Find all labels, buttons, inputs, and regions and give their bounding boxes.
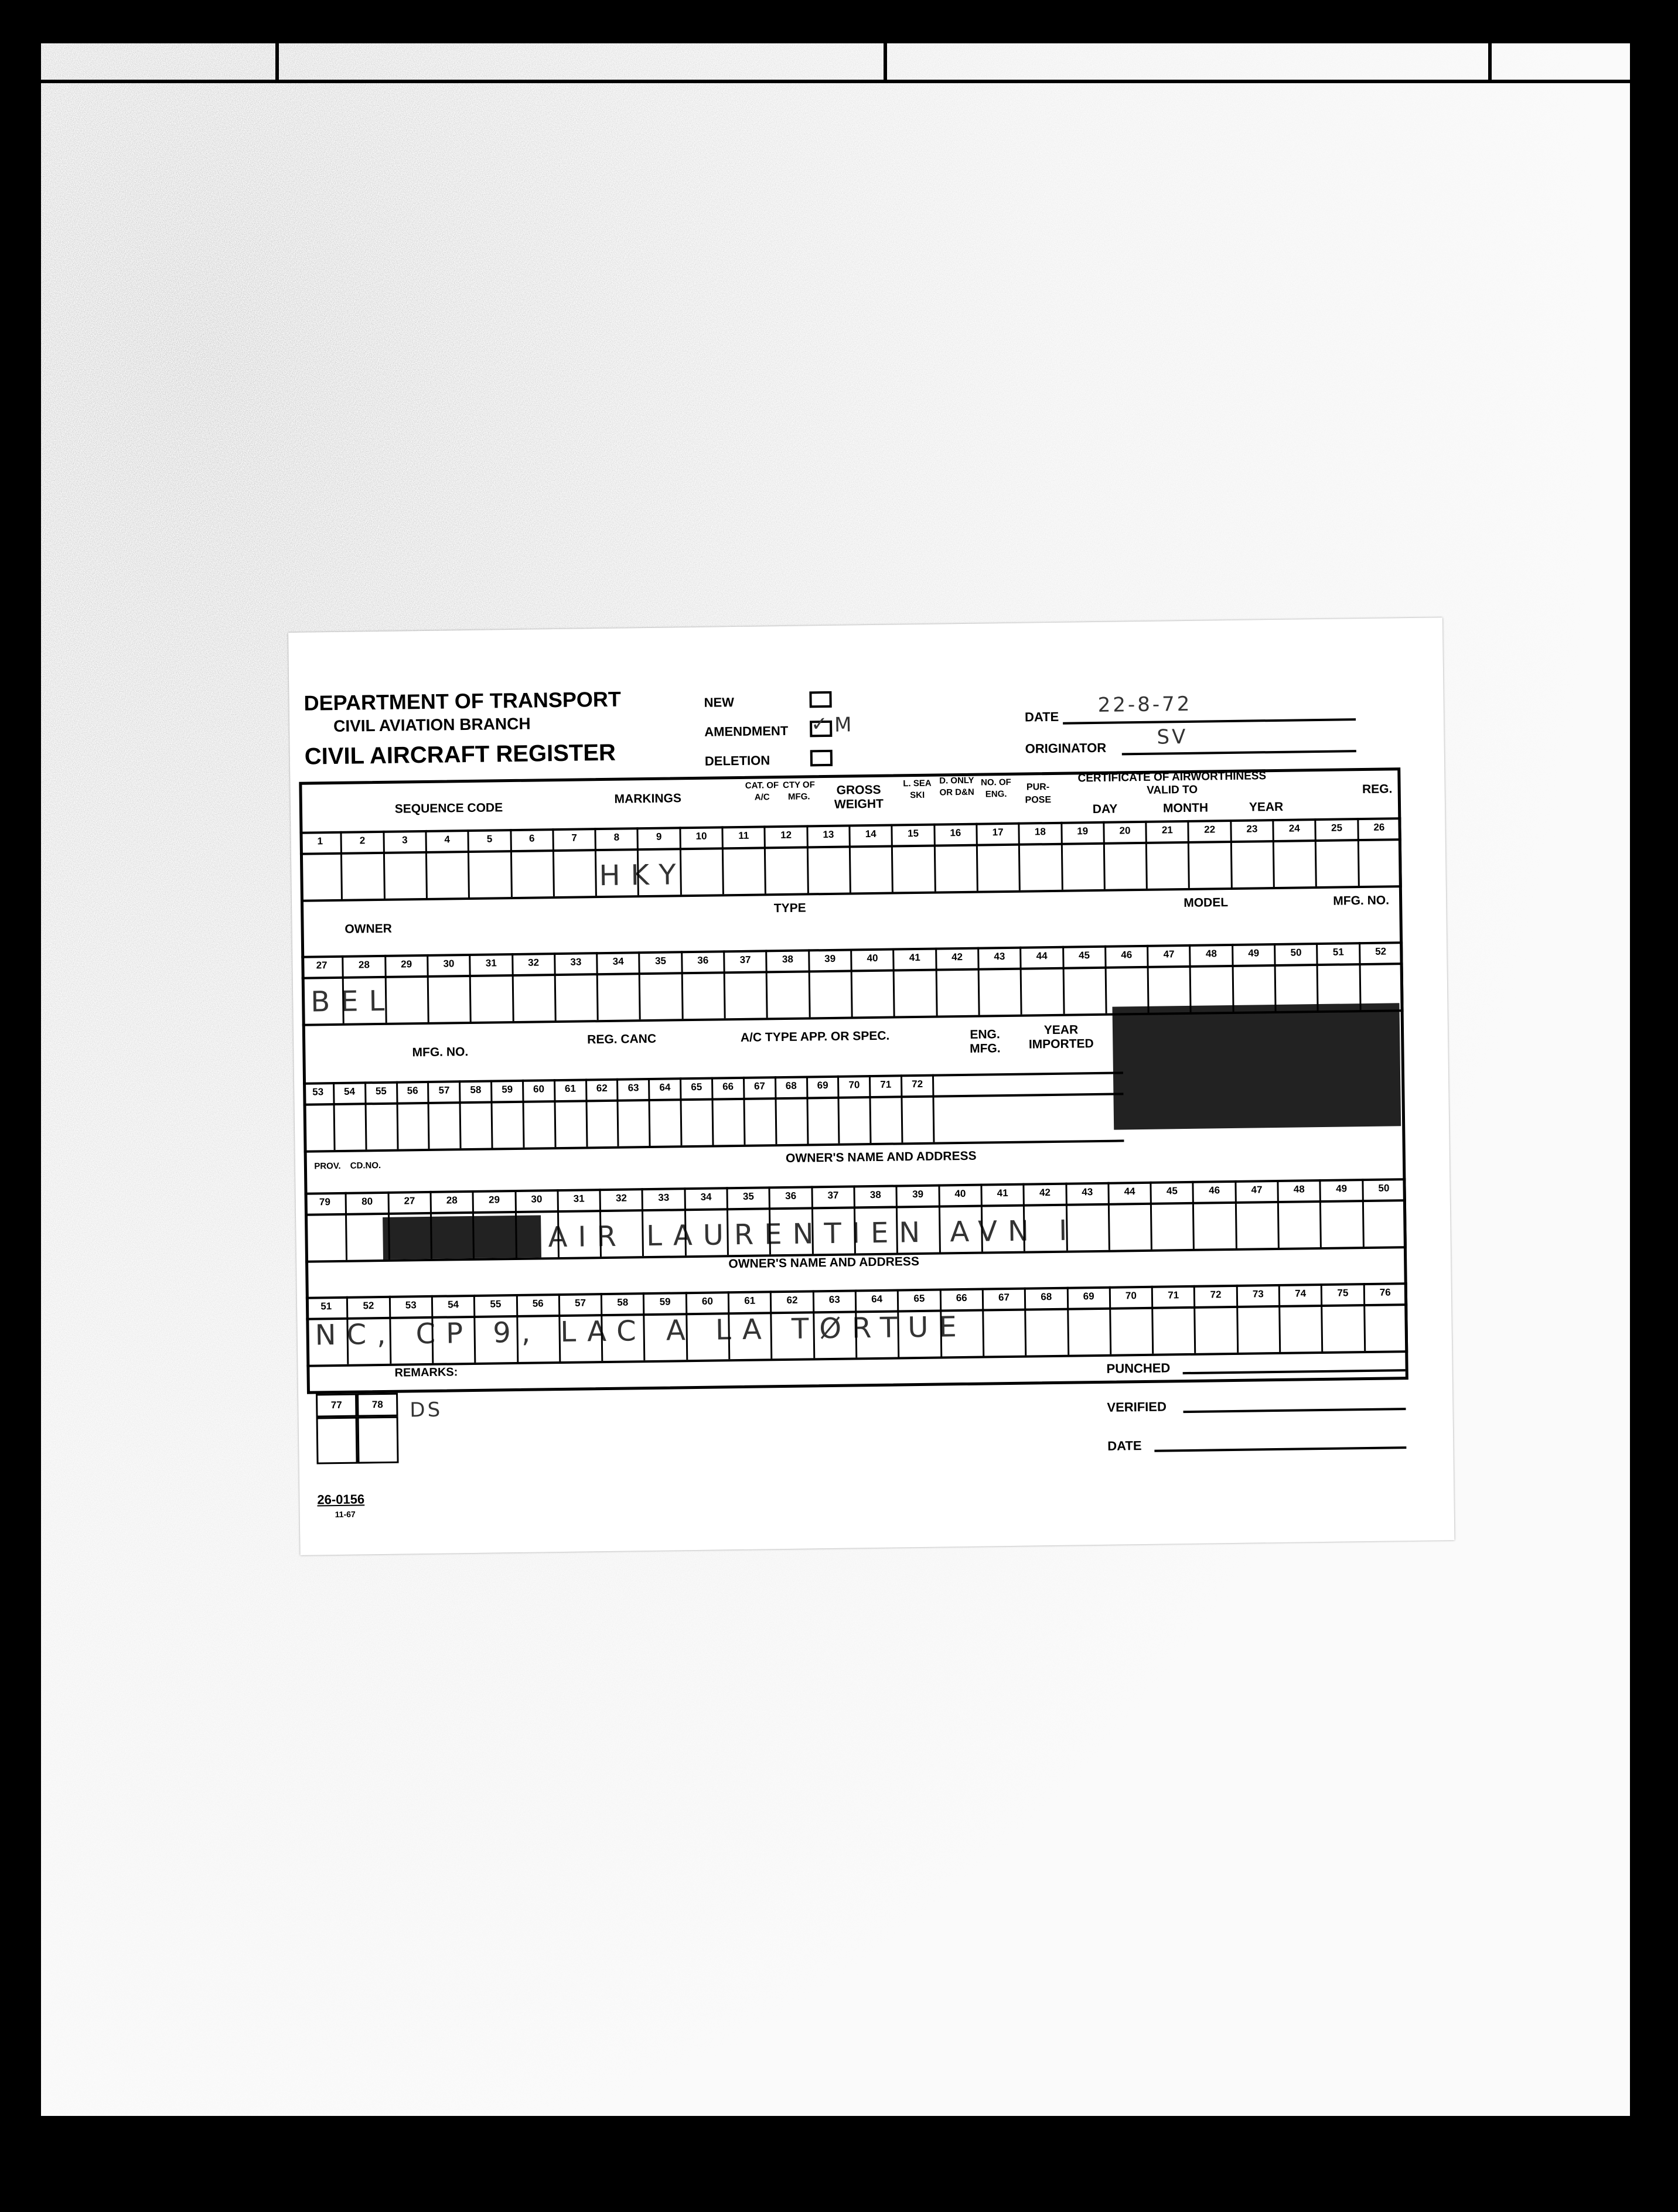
donly-header: D. ONLY OR D&N: [939, 775, 974, 798]
date-footer-label: DATE: [1107, 1438, 1142, 1453]
row4-cell-80: 80: [347, 1192, 390, 1260]
cdno-header: CD.NO.: [350, 1160, 381, 1171]
row2-cell-36: 36: [683, 950, 726, 1019]
form-number: 26-0156: [317, 1491, 365, 1507]
remarks-label: REMARKS:: [394, 1366, 458, 1380]
footer-num-77: 77: [316, 1394, 357, 1418]
scan-frame-bottom-divider: [41, 2121, 1630, 2124]
date-line: [1063, 718, 1356, 725]
amendment-checkmark-icon: ✓: [810, 712, 830, 736]
row3-cell-57: 57: [429, 1080, 461, 1149]
amendment-label: AMENDMENT: [704, 723, 789, 739]
row1-cell-21: 21: [1147, 820, 1190, 889]
row2-cell-42: 42: [937, 947, 980, 1016]
row1-cell-8: 8: [596, 827, 640, 896]
row4-cell-31: 31: [558, 1189, 602, 1257]
deletion-checkbox[interactable]: [810, 750, 833, 766]
scan-frame-top-divider: [41, 80, 1630, 83]
row4-cell-46: 46: [1194, 1180, 1237, 1249]
row4-cell-30: 30: [516, 1189, 560, 1258]
day-header: DAY: [1092, 802, 1118, 817]
register-title: CIVIL AIRCRAFT REGISTER: [304, 739, 616, 770]
date-value: 22-8-72: [1097, 692, 1192, 717]
row1-cell-18: 18: [1020, 822, 1063, 890]
engmfg-header: ENG. MFG.: [969, 1028, 1001, 1056]
date-footer-line: [1154, 1446, 1406, 1452]
scan-frame-tick: [884, 39, 887, 83]
row1-cell-19: 19: [1062, 821, 1106, 890]
row4-cell-40: 40: [940, 1184, 983, 1252]
verified-label: VERIFIED: [1107, 1399, 1167, 1415]
new-label: NEW: [704, 695, 735, 710]
row3-cell-70: 70: [839, 1075, 871, 1143]
noeng-header: NO. OF ENG.: [980, 777, 1011, 800]
scan-frame-tick: [285, 2121, 288, 2179]
row4-cell-42: 42: [1025, 1183, 1068, 1251]
row5-cell-73: 73: [1237, 1284, 1281, 1353]
row1-cell-7: 7: [554, 828, 597, 896]
row5-cell-74: 74: [1280, 1283, 1324, 1352]
footer-box-78: [357, 1416, 399, 1464]
row1-cell-2: 2: [342, 831, 386, 899]
blocked-area: [1112, 1003, 1401, 1129]
footer-box-77: [316, 1417, 358, 1465]
originator-line: [1122, 750, 1356, 755]
row2-cell-46: 46: [1106, 945, 1150, 1013]
row4-cell-34: 34: [685, 1187, 729, 1255]
row4-cell-45: 45: [1152, 1181, 1195, 1250]
row1-cell-17: 17: [977, 822, 1021, 891]
row5-cell-57: 57: [560, 1293, 603, 1361]
row3-cell-63: 63: [618, 1078, 650, 1146]
row4-cell-79: 79: [305, 1192, 348, 1261]
row1-cell-5: 5: [469, 829, 513, 897]
register-card: [288, 617, 1454, 1555]
month-header: MONTH: [1162, 801, 1209, 815]
cat-header: CAT. OF A/C: [745, 780, 779, 803]
row5-cell-53: 53: [390, 1295, 434, 1364]
date-label: DATE: [1024, 709, 1059, 725]
row4-cell-50: 50: [1363, 1178, 1407, 1247]
row1-cell-12: 12: [766, 825, 809, 893]
yearimp-header: YEAR IMPORTED: [1028, 1023, 1094, 1052]
row1-cell-4: 4: [427, 830, 470, 898]
row1-cell-25: 25: [1317, 818, 1360, 886]
row5-cell-55: 55: [475, 1294, 519, 1363]
row1-cell-14: 14: [850, 824, 893, 893]
row5-cell-63: 63: [814, 1289, 857, 1358]
row4-cell-39: 39: [898, 1184, 941, 1253]
row2-cell-49: 49: [1233, 943, 1277, 1012]
row3-cell-54: 54: [335, 1081, 367, 1150]
row5-cell-51: 51: [306, 1296, 349, 1365]
scan-frame-top: [41, 39, 1630, 43]
row4-cell-41: 41: [982, 1183, 1025, 1252]
row2-cell-32: 32: [513, 953, 557, 1021]
mfgno-header-2: MFG. NO.: [412, 1045, 469, 1060]
row5-cell-72: 72: [1195, 1285, 1239, 1353]
row3-cell-69: 69: [808, 1076, 840, 1144]
row2-cell-35: 35: [640, 951, 684, 1019]
row1-cell-10: 10: [681, 826, 724, 895]
row2-cell-52: 52: [1360, 941, 1404, 1010]
row2-cell-47: 47: [1148, 944, 1192, 1013]
row1-cell-20: 20: [1104, 821, 1148, 889]
scan-frame-tick: [892, 2121, 895, 2179]
owner-name-value: AIR LAURENTIEN AVN I: [548, 1214, 1078, 1254]
row2-cell-27: 27: [301, 955, 345, 1024]
row2-cell-38: 38: [768, 949, 811, 1018]
originator-label: ORIGINATOR: [1025, 740, 1107, 756]
row5-cell-64: 64: [857, 1289, 900, 1357]
owner-name-header: OWNER'S NAME AND ADDRESS: [785, 1149, 977, 1165]
row1-cell-24: 24: [1274, 818, 1317, 887]
row4-cell-43: 43: [1067, 1182, 1110, 1251]
markings-header: MARKINGS: [614, 791, 682, 806]
row4-cell-49: 49: [1321, 1179, 1365, 1247]
lseaski-header: L. SEA SKI: [903, 778, 932, 801]
row3-cell-62: 62: [587, 1078, 619, 1147]
row3-cell-53: 53: [303, 1082, 335, 1151]
row2-cell-33: 33: [555, 952, 599, 1020]
row3-cell-71: 71: [871, 1074, 903, 1143]
markings-value: HKY: [599, 858, 687, 893]
owner-value: BEL: [310, 984, 395, 1019]
deletion-label: DELETION: [704, 753, 770, 769]
row5-cell-59: 59: [644, 1292, 688, 1360]
row2-cell-40: 40: [852, 948, 895, 1017]
row2-cell-39: 39: [810, 948, 853, 1017]
row4-cell-37: 37: [813, 1185, 856, 1254]
row2-cell-50: 50: [1275, 943, 1319, 1011]
row5-cell-62: 62: [772, 1290, 815, 1358]
model-header: MODEL: [1184, 896, 1229, 910]
row2-cell-30: 30: [428, 954, 472, 1022]
type-header: TYPE: [773, 901, 806, 916]
row1-cell-3: 3: [384, 830, 428, 899]
row3-cell-56: 56: [398, 1081, 430, 1149]
row2-cell-44: 44: [1021, 946, 1065, 1015]
row5-cell-76: 76: [1365, 1282, 1408, 1351]
dept-title: DEPARTMENT OF TRANSPORT: [303, 687, 622, 715]
row1-cell-9: 9: [639, 827, 682, 895]
certificate-header: CERTIFICATE OF AIRWORTHINESS VALID TO: [1077, 770, 1267, 797]
row4-cell-28: 28: [431, 1190, 475, 1259]
row4-cell-29: 29: [474, 1190, 517, 1258]
row4-cell-33: 33: [643, 1187, 687, 1256]
row4-cell-32: 32: [601, 1188, 644, 1257]
row5-cell-68: 68: [1026, 1287, 1069, 1356]
scan-frame-tick: [1488, 39, 1492, 83]
row1-cell-26: 26: [1359, 817, 1402, 886]
branch-title: CIVIL AVIATION BRANCH: [333, 714, 531, 736]
row5-cell-70: 70: [1111, 1286, 1154, 1354]
row2-cell-34: 34: [598, 951, 641, 1020]
row5-cell-60: 60: [687, 1291, 731, 1360]
owner-header: OWNER: [345, 921, 393, 936]
row3-cell-58: 58: [461, 1080, 493, 1149]
year-header: YEAR: [1249, 800, 1284, 814]
row2-cell-48: 48: [1191, 944, 1234, 1012]
row2-cell-45: 45: [1064, 945, 1107, 1014]
mfgno-header: MFG. NO.: [1333, 893, 1390, 908]
row4-cell-27: 27: [389, 1191, 432, 1259]
originator-value: SV: [1157, 725, 1188, 749]
row4-cell-35: 35: [728, 1186, 772, 1255]
row3-cell-72: 72: [902, 1074, 935, 1143]
new-checkbox[interactable]: [809, 691, 831, 708]
owner-address-value: NC, CP 9, LAC A LA TØRTUE: [315, 1310, 968, 1352]
form-date: 11-67: [335, 1509, 356, 1520]
remarks-initials: DS: [410, 1398, 443, 1422]
regcanc-header: REG. CANC: [587, 1032, 657, 1047]
row5-cell-54: 54: [433, 1295, 476, 1363]
row5-cell-56: 56: [517, 1293, 561, 1362]
row2-cell-28: 28: [344, 955, 387, 1023]
row3-cell-60: 60: [524, 1079, 556, 1148]
row4-cell-44: 44: [1109, 1182, 1152, 1250]
row5-cell-67: 67: [984, 1288, 1027, 1356]
row3-cell-68: 68: [776, 1076, 809, 1144]
owner-name-header-2: OWNER'S NAME AND ADDRESS: [728, 1254, 920, 1271]
row2-cell-29: 29: [386, 954, 429, 1023]
gross-weight-header: GROSS WEIGHT: [834, 783, 884, 811]
row1-cell-16: 16: [935, 823, 978, 892]
punched-label: PUNCHED: [1106, 1360, 1171, 1376]
row5-cell-52: 52: [348, 1296, 391, 1364]
row5-cell-58: 58: [602, 1292, 646, 1361]
row1-cell-1: 1: [299, 831, 343, 900]
purpose-header: PUR- POSE: [1025, 782, 1052, 805]
row3-cell-55: 55: [366, 1081, 398, 1150]
row4-cell-47: 47: [1236, 1180, 1280, 1248]
row2-cell-43: 43: [979, 947, 1022, 1015]
row5-cell-71: 71: [1153, 1285, 1196, 1354]
row3-cell-64: 64: [650, 1077, 682, 1146]
row1-cell-13: 13: [808, 824, 851, 893]
scan-frame-tick: [275, 39, 279, 83]
row3-cell-66: 66: [713, 1077, 745, 1145]
row5-cell-61: 61: [729, 1291, 773, 1359]
row1-cell-11: 11: [723, 825, 766, 894]
row3-cell-61: 61: [555, 1078, 588, 1147]
row5-cell-65: 65: [899, 1289, 942, 1357]
row5-cell-69: 69: [1068, 1286, 1111, 1355]
row3-cell-65: 65: [681, 1077, 714, 1146]
row5-cell-66: 66: [941, 1288, 984, 1357]
row2-cell-37: 37: [725, 950, 768, 1018]
reg-header: REG.: [1362, 782, 1393, 797]
sequence-code-header: SEQUENCE CODE: [394, 801, 503, 816]
row1-cell-23: 23: [1232, 819, 1275, 887]
row3-cell-59: 59: [492, 1080, 524, 1148]
verified-line: [1184, 1408, 1406, 1413]
row3-cell-67: 67: [745, 1076, 777, 1145]
row4-cell-36: 36: [770, 1186, 814, 1254]
amendment-mark: M: [834, 713, 854, 737]
prov-header: PROV.: [314, 1160, 341, 1172]
footer-num-78: 78: [357, 1393, 398, 1417]
actype-header: A/C TYPE APP. OR SPEC.: [740, 1029, 890, 1044]
row4-cell-38: 38: [855, 1184, 898, 1253]
scan-frame-tick: [1494, 2121, 1498, 2179]
row1-cell-15: 15: [893, 824, 936, 892]
row4-cell-48: 48: [1278, 1179, 1322, 1248]
row1-cell-6: 6: [511, 828, 555, 897]
row1-cell-22: 22: [1189, 820, 1233, 888]
cty-header: CTY OF MFG.: [782, 780, 815, 802]
row2-cell-41: 41: [894, 948, 937, 1016]
row2-cell-31: 31: [470, 953, 514, 1022]
row5-cell-75: 75: [1322, 1283, 1366, 1351]
row2-cell-51: 51: [1318, 942, 1361, 1011]
